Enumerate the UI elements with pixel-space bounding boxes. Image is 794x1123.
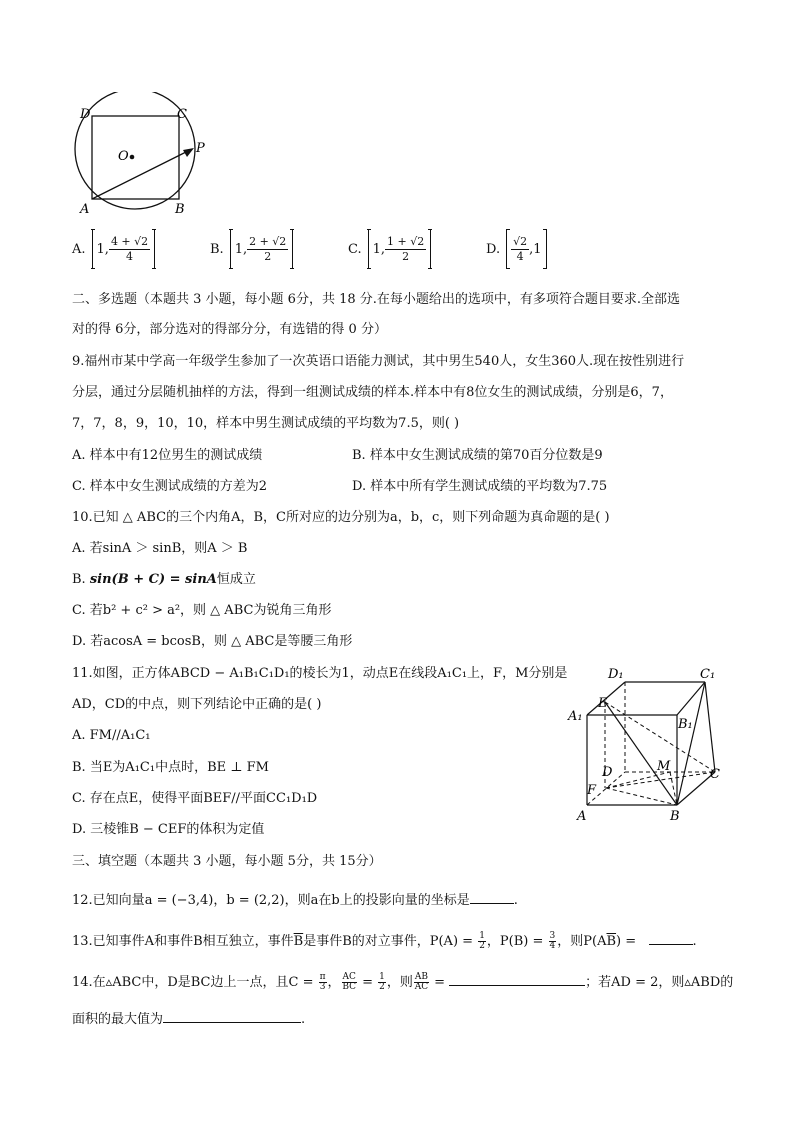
q8-option-b — [210, 230, 293, 268]
numerator: 4 + √2 — [110, 234, 149, 248]
q13-stem — [72, 932, 697, 952]
q14-text: 面积的最大值为 — [72, 1012, 164, 1027]
interval-left: 1, — [372, 241, 386, 257]
denominator: 4 — [126, 249, 134, 263]
vector-b: b — [331, 893, 340, 908]
q14-text: = — [429, 975, 450, 990]
q12-text: = (−3,4)， — [152, 893, 227, 908]
option-label: A. — [72, 241, 86, 257]
label-a: A — [80, 202, 90, 217]
q11-option-c: C. 存在点E，使得平面BEF//平面CC₁D₁D — [72, 791, 318, 806]
q12-text: 上的投影向量的坐标是 — [339, 893, 470, 908]
q13-text: . — [692, 934, 697, 949]
q11-option-a: A. FM//A₁C₁ — [72, 728, 151, 743]
interval-left: 1, — [234, 241, 248, 257]
q13-text: ) = — [616, 934, 641, 949]
q12-text: = (2,2)，则 — [234, 893, 311, 908]
answer-blank[interactable] — [163, 1010, 301, 1023]
q10-stem: 10.已知 △ ABC的三个内角A，B，C所对应的边分别为a，b，c，则下列命题为真命题的是( ) — [72, 510, 610, 525]
q12-stem — [72, 891, 518, 911]
label-e: E — [598, 696, 608, 711]
q14-text: ， — [327, 975, 341, 990]
q11-option-b: B. 当E为A₁C₁中点时，BE ⊥ FM — [72, 760, 269, 775]
square-abcd — [92, 116, 179, 199]
label-b: B — [670, 809, 680, 824]
interval — [230, 230, 294, 268]
section2-header-line1: 二、多选题（本题共 3 小题，每小题 6分，共 18 分.在每小题给出的选项中，有多项符合题目要求.全部选 — [72, 292, 681, 307]
math-expression: sin(B + C) = sinA — [89, 572, 217, 587]
cube-figure — [560, 660, 730, 830]
q10-option-b — [72, 570, 256, 590]
q14-text: . — [301, 1012, 306, 1027]
denominator: BC — [342, 982, 357, 992]
q14-text: ；若AD = 2，则▵ABD的 — [585, 975, 734, 990]
label-p: P — [196, 141, 205, 156]
option-label: C. — [348, 241, 362, 257]
fraction — [478, 932, 486, 951]
q14-text: ，则 — [386, 975, 413, 990]
numerator: π — [319, 972, 326, 982]
option-label: B. — [210, 241, 224, 257]
numerator: 3 — [549, 931, 556, 941]
label-f: F — [587, 783, 597, 798]
q13-text: ，P(B) = — [486, 934, 548, 949]
fraction — [385, 235, 426, 264]
interval-left: 1, — [96, 241, 109, 257]
label-d: D — [80, 107, 91, 122]
label-o: O — [118, 149, 129, 164]
option-label: D. — [486, 241, 501, 257]
interval-right: ,1 — [529, 241, 542, 257]
label-a1: A₁ — [568, 709, 583, 724]
q12-text: 在 — [318, 893, 332, 908]
interval — [506, 230, 546, 268]
answer-blank[interactable] — [470, 891, 514, 904]
vector-a: a — [310, 893, 319, 908]
label-m: M — [657, 759, 671, 774]
q8-option-a — [72, 230, 155, 268]
vector-arrowhead — [183, 148, 194, 157]
denominator: 2 — [402, 249, 410, 263]
numerator: 1 + √2 — [387, 234, 425, 248]
q9-option-c: C. 样本中女生测试成绩的方差为2 — [72, 479, 268, 494]
q10-option-c: C. 若b² + c² > a²，则 △ ABC为锐角三角形 — [72, 603, 332, 618]
q14-text: = — [357, 975, 378, 990]
numerator: 1 — [379, 972, 385, 982]
q13-text: 是事件B的对立事件，P(A) = — [303, 934, 478, 949]
denominator: 2 — [379, 982, 385, 992]
numerator: √2 — [513, 234, 528, 248]
q8-option-d — [486, 230, 547, 268]
b-complement: B — [293, 934, 304, 949]
q13-text: ，则P(A — [557, 934, 607, 949]
q10-option-d: D. 若acosA = bcosB，则 △ ABC是等腰三角形 — [72, 634, 353, 649]
fraction — [414, 973, 429, 992]
vector-a: a — [144, 893, 153, 908]
q12-text: . — [513, 893, 518, 908]
answer-blank[interactable] — [649, 932, 693, 945]
fraction — [247, 235, 288, 264]
label-d: D — [602, 765, 613, 780]
q12-text: 12.已知向量 — [72, 893, 145, 908]
denominator: 2 — [264, 249, 272, 263]
fraction — [342, 973, 357, 992]
answer-blank[interactable] — [449, 973, 585, 986]
label-a: A — [577, 809, 587, 824]
numerator: 2 + √2 — [249, 234, 287, 248]
q9-option-d: D. 样本中所有学生测试成绩的平均数为7.75 — [352, 479, 608, 494]
q9-option-a: A. 样本中有12位男生的测试成绩 — [72, 448, 263, 463]
vector-ap — [92, 150, 190, 199]
label-b1: B₁ — [678, 717, 693, 732]
q11-stem-line2: AD，CD的中点，则下列结论中正确的是( ) — [72, 697, 322, 712]
label-c: C — [710, 767, 720, 782]
denominator: 2 — [479, 941, 485, 951]
q9-stem-line2: 分层，通过分层随机抽样的方法，得到一组测试成绩的样本.样本中有8位女生的测试成绩，分别是6，7， — [72, 385, 673, 400]
q8-option-c — [348, 230, 431, 268]
q14-stem-line1 — [72, 973, 733, 993]
denominator: 4 — [516, 249, 524, 263]
interval — [368, 230, 432, 268]
option-suffix: 恒成立 — [216, 572, 256, 587]
q14-text: 14.在▵ABC中，D是BC边上一点，且C = — [72, 975, 318, 990]
numerator: 1 — [479, 931, 485, 941]
fraction — [378, 973, 386, 992]
vector-b: b — [226, 893, 235, 908]
fraction — [319, 973, 327, 992]
section2-header-line2: 对的得 6分，部分选对的得部分分，有选错的得 0 分） — [72, 322, 387, 337]
denominator: 4 — [549, 941, 556, 951]
fraction — [511, 235, 529, 264]
center-dot — [130, 155, 135, 160]
fraction — [109, 235, 150, 264]
label-c: C — [177, 107, 187, 122]
q9-stem-line1: 9.福州市某中学高一年级学生参加了一次英语口语能力测试，其中男生540人，女生360人.现在按性别进行 — [72, 354, 685, 369]
q11-option-d: D. 三棱锥B − CEF的体积为定值 — [72, 822, 265, 837]
label-d1: D₁ — [608, 667, 624, 682]
numerator: AB — [414, 972, 428, 982]
option-label: B. — [72, 572, 90, 587]
q11-stem-line1: 11.如图，正方体ABCD − A₁B₁C₁D₁的棱长为1，动点E在线段A₁C₁上，F，M分别是 — [72, 666, 568, 681]
q14-stem-line2 — [72, 1010, 305, 1030]
label-b: B — [175, 202, 185, 217]
numerator: AC — [342, 972, 356, 982]
q13-text: 13.已知事件A和事件B相互独立，事件 — [72, 934, 294, 949]
q9-stem-line3: 7，7，8，9，10，10，样本中男生测试成绩的平均数为7.5，则( ) — [72, 416, 460, 431]
b-complement: B — [606, 934, 617, 949]
q10-option-a: A. 若sinA ＞ sinB，则A ＞ B — [72, 541, 248, 556]
section3-header: 三、填空题（本题共 3 小题，每小题 5分，共 15分） — [72, 854, 382, 869]
q9-option-b: B. 样本中女生测试成绩的第70百分位数是9 — [352, 448, 603, 463]
fraction — [549, 932, 557, 951]
circle-square-figure — [62, 92, 222, 222]
label-c1: C₁ — [700, 667, 716, 682]
denominator: AC — [414, 982, 429, 992]
interval — [92, 230, 156, 268]
denominator: 3 — [319, 982, 326, 992]
